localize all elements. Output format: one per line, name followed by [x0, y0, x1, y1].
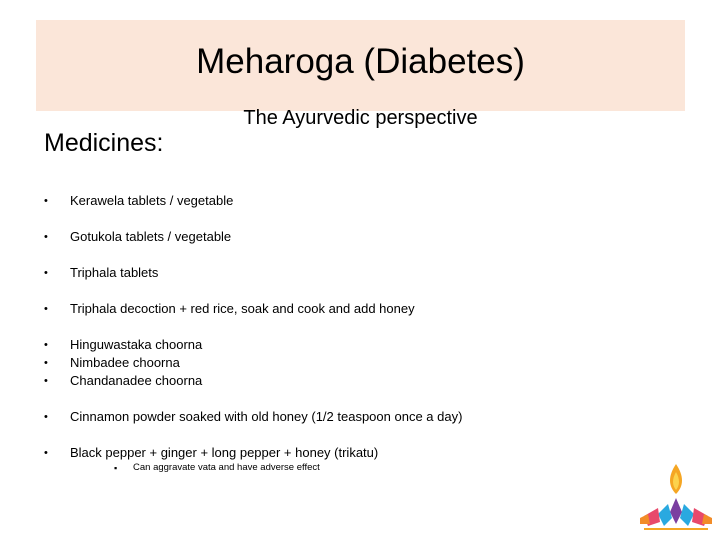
list-item: Kerawela tablets / vegetable	[70, 193, 234, 208]
list-item: Black pepper + ginger + long pepper + honey (trikatu)	[70, 445, 379, 460]
list-item: Gotukola tablets / vegetable	[70, 229, 232, 244]
bullet-marker: •	[44, 267, 48, 279]
section-heading: Medicines:	[44, 129, 164, 157]
lotus-lamp-logo-icon	[638, 462, 714, 538]
list-item: Triphala decoction + red rice, soak and cook and add honey	[70, 301, 415, 316]
sub-bullet-marker: ▪	[114, 463, 118, 473]
list-item: Nimbadee choorna	[70, 355, 180, 370]
slide-subtitle: The Ayurvedic perspective	[243, 107, 478, 129]
bullet-marker: •	[44, 231, 48, 243]
list-item: Chandanadee choorna	[70, 373, 203, 388]
list-item: Hinguwastaka choorna	[70, 337, 203, 352]
list-item: Cinnamon powder soaked with old honey (1/2 teaspoon once a day)	[70, 409, 463, 424]
bullet-marker: •	[44, 303, 48, 315]
sub-list-item: Can aggravate vata and have adverse effect	[133, 462, 320, 473]
bullet-marker: •	[44, 339, 48, 351]
bullet-marker: •	[44, 357, 48, 369]
list-item: Triphala tablets	[70, 265, 159, 280]
title-banner	[36, 20, 685, 129]
slide-title: Meharoga (Diabetes)	[196, 42, 525, 81]
bullet-marker: •	[44, 195, 48, 207]
bullet-marker: •	[44, 411, 48, 423]
bullet-marker: •	[44, 447, 48, 459]
bullet-marker: •	[44, 375, 48, 387]
